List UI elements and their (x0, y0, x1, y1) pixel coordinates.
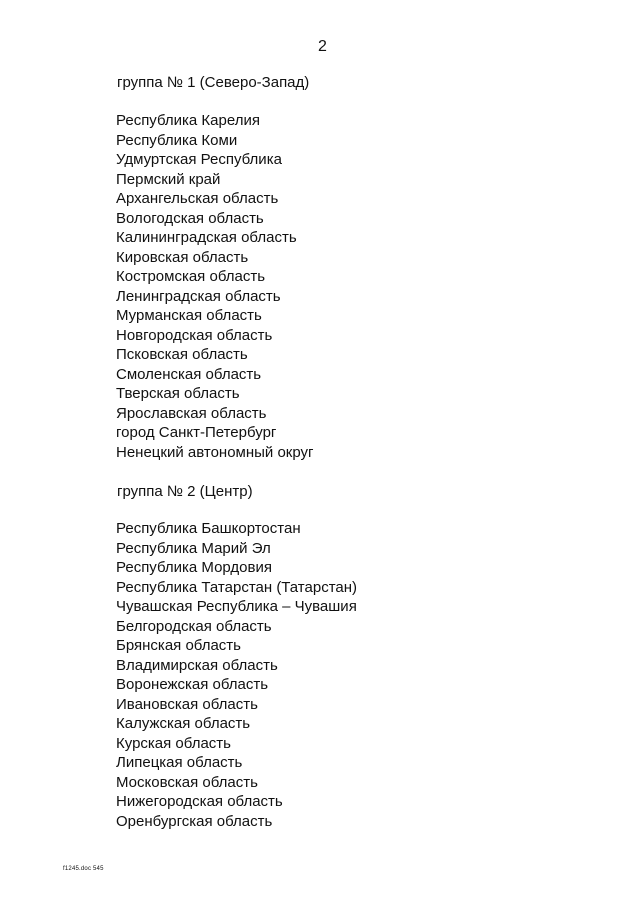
region-item: Псковская область (116, 346, 248, 363)
region-item: Курская область (116, 734, 231, 752)
region-item: Калининградская область (116, 229, 297, 246)
region-item: Липецкая область (116, 754, 243, 771)
region-item: Кировская область (116, 248, 249, 266)
region-item: Республика Коми (116, 131, 238, 149)
region-item: Костромская область (116, 268, 266, 285)
region-item: Воронежская область (116, 676, 269, 693)
region-item: Калужская область (116, 715, 251, 732)
page-number: 2 (318, 38, 327, 55)
region-item: Нижегородская область (116, 793, 283, 810)
region-item: Архангельская область (116, 190, 279, 207)
region-item: Республика Башкортостан (116, 520, 301, 537)
region-item: Республика Татарстан (Татарстан) (116, 578, 358, 596)
region-item: Оренбургская область (116, 812, 273, 830)
region-item: город Санкт-Петербург (116, 424, 277, 441)
region-item: Республика Мордовия (116, 559, 272, 576)
region-item: Тверская область (116, 385, 240, 402)
region-item: Республика Карелия (116, 112, 260, 129)
region-item: Ярославская область (116, 404, 267, 422)
region-item: Ненецкий автономный округ (116, 443, 314, 461)
region-item: Мурманская область (116, 307, 262, 324)
group-1-region-list (116, 111, 314, 462)
group-2-region-list (116, 519, 357, 831)
region-item: Брянская область (116, 637, 241, 654)
group-2-heading: группа № 2 (Центр) (117, 483, 253, 500)
region-item: Владимирская область (116, 656, 278, 674)
region-item: Московская область (116, 773, 258, 791)
region-item: Пермский край (116, 170, 221, 188)
region-item: Удмуртская Республика (116, 151, 282, 168)
region-item: Республика Марий Эл (116, 539, 271, 557)
region-item: Ивановская область (116, 695, 258, 713)
region-item: Ленинградская область (116, 287, 281, 305)
region-item: Вологодская область (116, 209, 264, 227)
region-item: Новгородская область (116, 326, 273, 344)
region-item: Белгородская область (116, 617, 272, 635)
region-item: Чувашская Республика – Чувашия (116, 598, 357, 615)
region-item: Смоленская область (116, 365, 262, 383)
footer-document-code: f1245.doc 545 (63, 866, 104, 872)
group-1-heading: группа № 1 (Северо-Запад) (117, 74, 310, 91)
